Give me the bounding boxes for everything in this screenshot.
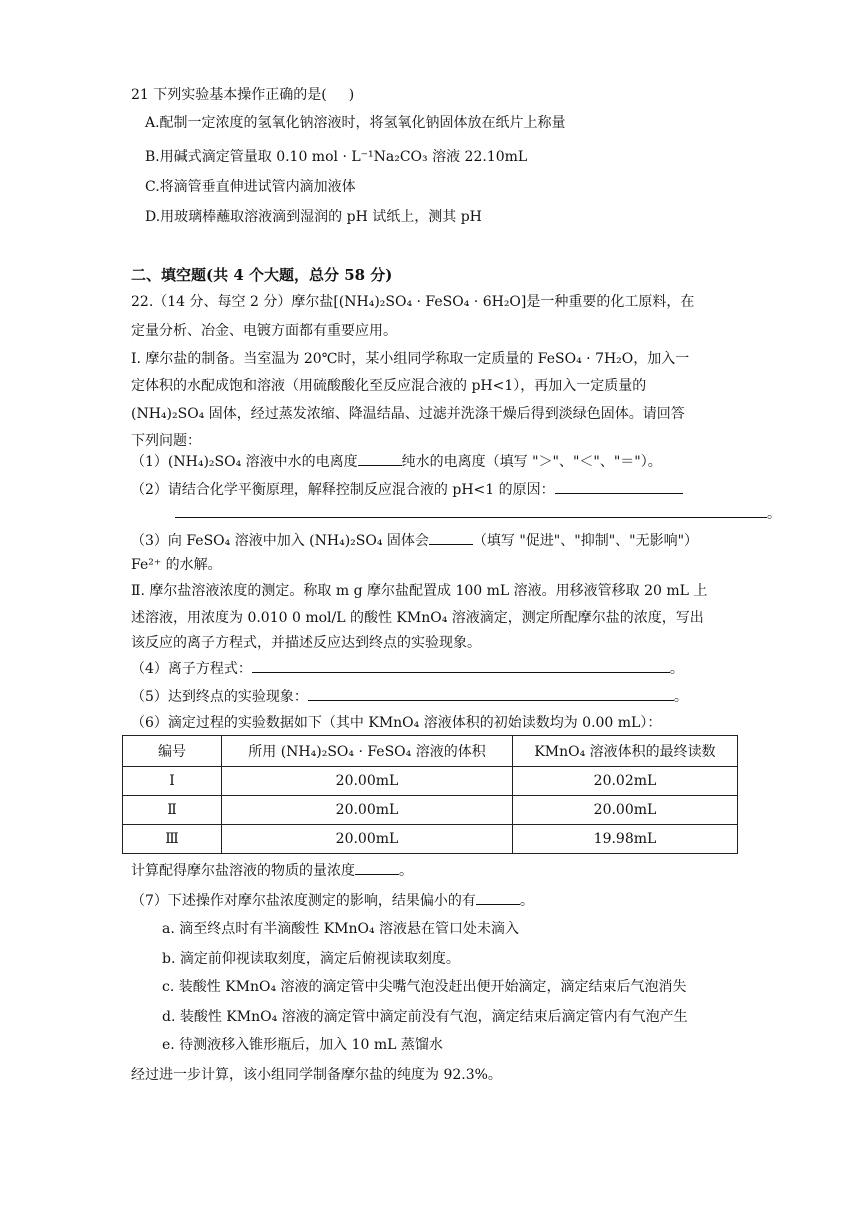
table-cell: 20.00mL: [222, 767, 513, 796]
titration-data-table: [122, 735, 738, 854]
q22-part2-1: Ⅱ. 摩尔盐溶液浓度的测定。称取 m g 摩尔盐配置成 100 mL 溶液。用移液管移取 20 mL 上: [131, 583, 708, 599]
table-header-cell: 所用 (NH₄)₂SO₄ · FeSO₄ 溶液的体积: [222, 736, 513, 767]
table-cell: Ⅰ: [123, 767, 222, 796]
answer-blank-3: [429, 530, 473, 545]
q21-option-b: B.用碱式滴定管量取 0.10 mol · L⁻¹Na₂CO₃ 溶液 22.10mL: [145, 149, 528, 165]
table-cell: 20.00mL: [222, 825, 513, 854]
q22-sub7-option-c: c. 装酸性 KMnO₄ 溶液的滴定管中尖嘴气泡没赶出便开始滴定，滴定结束后气泡消失: [162, 979, 687, 995]
q22-sub7: （7）下述操作对摩尔盐浓度测定的影响，结果偏小的有 。: [131, 890, 534, 912]
answer-blank-2b: [175, 503, 767, 518]
q22-calc: 计算配得摩尔盐溶液的物质的量浓度 。: [131, 860, 413, 882]
table-row: [123, 767, 738, 796]
q22-part1-4: 下列问题：: [131, 433, 201, 449]
q22-final-note: 经过进一步计算，该小组同学制备摩尔盐的纯度为 92.3%。: [131, 1067, 502, 1083]
q22-sub7-option-d: d. 装酸性 KMnO₄ 溶液的滴定管中滴定前没有气泡，滴定结束后滴定管内有气泡产生: [162, 1009, 688, 1025]
q21-option-a: A.配制一定浓度的氢氧化钠溶液时，将氢氧化钠固体放在纸片上称量: [145, 115, 566, 131]
table-header-cell: 编号: [123, 736, 222, 767]
q22-sub1: （1）(NH₄)₂SO₄ 溶液中水的电离度 纯水的电离度（填写 "＞"、"＜"、"＝"）。: [131, 451, 662, 473]
table-cell: Ⅲ: [123, 825, 222, 854]
q22-part1-1: Ⅰ. 摩尔盐的制备。当室温为 20℃时，某小组同学称取一定质量的 FeSO₄ · 7H₂O，加入一: [131, 351, 690, 367]
table-cell: 20.02mL: [513, 767, 738, 796]
q22-sub7-option-e: e. 待测液移入锥形瓶后，加入 10 mL 蒸馏水: [162, 1037, 443, 1053]
q21-option-c: C.将滴管垂直伸进试管内滴加液体: [145, 179, 356, 195]
q21-stem: 21 下列实验基本操作正确的是( ): [131, 87, 355, 103]
q22-part2-3: 该反应的离子方程式，并描述反应达到终点的实验现象。: [131, 635, 481, 651]
q22-sub7-option-b: b. 滴定前仰视读取刻度，滴定后俯视读取刻度。: [162, 951, 460, 967]
answer-blank-1: [358, 451, 402, 466]
answer-blank-7: [476, 890, 520, 905]
table-cell: 20.00mL: [222, 796, 513, 825]
table-header-cell: KMnO₄ 溶液体积的最终读数: [513, 736, 738, 767]
answer-blank-6: [355, 860, 399, 875]
section-heading: 二、填空题(共 4 个大题，总分 58 分): [131, 266, 393, 284]
answer-blank-4: [252, 658, 670, 673]
table-header-row: [123, 736, 738, 767]
q22-intro-2: 定量分析、冶金、电镀方面都有重要应用。: [131, 323, 397, 339]
table-row: [123, 825, 738, 854]
q22-sub4: （4）离子方程式： 。: [131, 658, 684, 680]
table-cell: 19.98mL: [513, 825, 738, 854]
table-cell: Ⅱ: [123, 796, 222, 825]
table-row: [123, 796, 738, 825]
q22-sub2: （2）请结合化学平衡原理，解释控制反应混合液的 pH<1 的原因：: [131, 479, 683, 501]
answer-blank-5: [308, 686, 674, 701]
table-cell: 20.00mL: [513, 796, 738, 825]
q22-part1-2: 定体积的水配成饱和溶液（用硫酸酸化至反应混合液的 pH<1），再加入一定质量的: [131, 378, 647, 394]
q22-sub2-continued: 。: [175, 503, 781, 525]
q22-part2-2: 述溶液，用浓度为 0.010 0 mol/L 的酸性 KMnO₄ 溶液滴定，测定所配摩尔盐的浓度，写出: [131, 610, 704, 626]
q22-sub6: （6）滴定过程的实验数据如下（其中 KMnO₄ 溶液体积的初始读数均为 0.00 mL）：: [131, 715, 662, 731]
q22-sub3-continued: Fe²⁺ 的水解。: [131, 557, 222, 573]
answer-blank-2a: [555, 479, 683, 494]
q22-sub7-option-a: a. 滴至终点时有半滴酸性 KMnO₄ 溶液悬在管口处未滴入: [162, 921, 520, 937]
q22-part1-3: (NH₄)₂SO₄ 固体，经过蒸发浓缩、降温结晶、过滤并洗涤干燥后得到淡绿色固体。请回答: [131, 406, 685, 422]
q22-sub3: （3）向 FeSO₄ 溶液中加入 (NH₄)₂SO₄ 固体会 （填写 "促进"、"抑制"、"无影响"）: [131, 530, 698, 552]
q21-option-d: D.用玻璃棒蘸取溶液滴到湿润的 pH 试纸上，测其 pH: [145, 209, 482, 225]
q22-intro-1: 22.（14 分、每空 2 分）摩尔盐[(NH₄)₂SO₄ · FeSO₄ · 6H₂O]是一种重要的化工原料，在: [131, 294, 695, 310]
q22-sub5: （5）达到终点的实验现象： 。: [131, 686, 688, 708]
